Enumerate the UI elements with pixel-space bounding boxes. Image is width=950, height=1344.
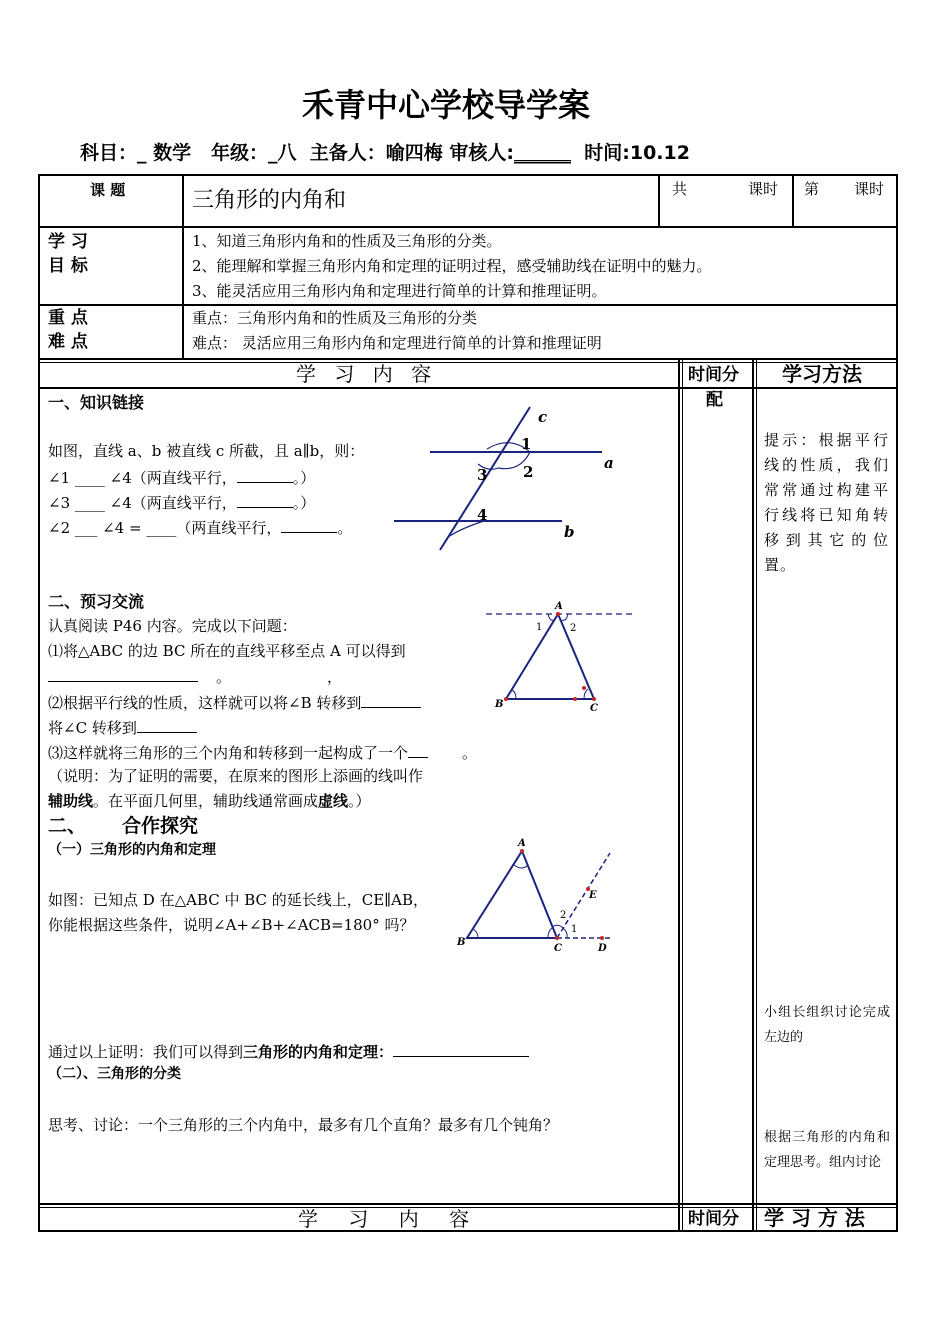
answer-blank[interactable] [361,692,421,708]
subsection-heading: （二）、三角形的分类 [48,1066,181,1082]
nth-unit: 课时 [854,180,885,198]
question-end: 。 [462,744,478,762]
fig-angle-1: 1 [536,622,543,633]
conclusion-text: 通过以上证明：我们可以得到 [48,1043,244,1061]
total-label: 共 [672,180,688,198]
content-column-header: 学 习 内 容 [296,362,438,386]
question-line [48,467,315,487]
topic-label: 课 题 [90,181,126,199]
question-end: 。） [292,469,316,487]
point-b [504,697,508,701]
answer-blank[interactable] [281,517,337,533]
time-column-header-2: 配 [706,390,723,410]
key-label-1: 重 点 [48,308,88,328]
question-line [48,717,197,737]
note-text: （说明：为了证明的需要，在原来的图形上添画的线叫作 [48,767,424,785]
grade-value: _八 [268,142,297,164]
fig-angle-3: 3 [477,466,488,484]
goal-item: 2、能理解和掌握三角形内角和定理的证明过程，感受辅助线在证明中的魅力。 [192,257,712,275]
section-title: 合作探究 [122,815,199,837]
fig-label-A: A [555,601,563,612]
fig-angle-2: 2 [560,910,567,921]
answer-blank[interactable] [237,467,293,483]
question-text: ∠3 ____ ∠4（两直线平行， [48,494,237,512]
angle-arc [473,929,478,938]
section-heading [48,815,198,838]
subject-label: 科目： [80,142,138,164]
question-text: ⑶这样就将三角形的三个内角和转移到一起构成了一个 [48,744,409,762]
angle-arc [563,928,567,938]
point-marker [573,697,577,701]
question-line [48,517,352,537]
fig-angle-1: 1 [521,435,532,453]
time-column-header: 时间分 [688,365,739,385]
theorem-name: 三角形的内角和定理： [243,1043,394,1061]
difficult-point: 难点： 灵活应用三角形内角和定理进行简单的计算和推理证明 [192,334,602,352]
discussion-question: 思考、讨论：一个三角形的三个内角中，最多有几个直角？最多有几个钝角？ [48,1116,559,1134]
fig-label-D: D [598,943,607,954]
subject-value: _ 数学 [137,142,192,164]
reviewer-value: ______ [514,142,572,164]
question-line [48,692,421,712]
fig-label-B: B [457,937,466,948]
angle-arc [562,614,568,620]
fig-label-A: A [518,838,526,849]
method-column-header: 学习方法 [782,362,862,386]
angle-arc [584,689,588,699]
point-a [520,849,524,853]
question-text: ∠2 ___ ∠4 = ____（两直线平行， [48,519,282,537]
question-line [48,742,477,762]
read-instruction: 认真阅读 P46 内容。完成以下问题： [48,617,297,635]
question-text: ⑵根据平行线的性质，这样就可以将∠B 转移到 [48,694,362,712]
fig-label-b: b [564,523,575,541]
topic-value: 三角形的内角和 [192,188,347,213]
meta-line [80,138,690,165]
fig-label-B: B [495,699,504,710]
angle-arc [548,928,552,938]
question-text: 将∠C 转移到 [48,719,137,737]
fig-angle-1: 1 [571,924,578,935]
method-hint: 提示：根据平行线的性质，我们常常通过构建平行线将已知角转移到其它的位置。 [764,431,889,574]
fig-angle-4: 4 [477,506,488,524]
answer-blank[interactable] [48,666,198,682]
date-label: 时间:10.12 [584,142,690,164]
fig-label-C: C [590,703,598,714]
footer-content-header: 学 习 内 容 [298,1207,482,1231]
section-heading: 一、知识链接 [48,393,145,412]
triangle-parallel-figure [480,598,640,716]
answer-blank[interactable] [408,742,428,758]
preparer-value: 喻四梅 [385,142,443,164]
goal-item: 3、能灵活应用三角形内角和定理进行简单的计算和推理证明。 [192,282,607,300]
fig-label-E: E [589,890,597,901]
method-discuss-note: 根据三角形的内角和定理思考。组内讨论 [764,1130,890,1170]
angle-arc [514,865,528,868]
question-end: 。） [292,494,316,512]
key-label-2: 难 点 [48,332,88,352]
section-number: 二、 [48,815,87,837]
point-a [556,612,560,616]
parallel-ce [557,853,610,938]
answer-blank[interactable] [237,492,293,508]
preparer-label: 主备人： [309,142,386,164]
subsection-heading: （一）三角形的内角和定理 [48,842,216,858]
problem-text: 如图：已知点 D 在△ABC 中 BC 的延长线上，CE∥AB， [48,891,429,909]
keyword-dashed-line: 虚线 [318,792,349,810]
angle-arc [548,614,554,620]
reviewer-label: 审核人: [449,142,515,164]
goals-label-2: 目 标 [48,256,88,276]
grade-label: 年级： [211,142,269,164]
triangle-abc [467,851,557,938]
question-end: 。 [216,668,232,686]
parallel-lines-figure [380,400,640,560]
question-end: ， [327,668,343,686]
goal-item: 1、知道三角形内角和的性质及三角形的分类。 [192,232,502,250]
question-text: ⑴将△ABC 的边 BC 所在的直线平移至点 A 可以得到 [48,642,406,660]
fig-angle-2: 2 [523,463,534,481]
triangle-abc [506,614,594,699]
point-c [592,697,596,701]
point-marker [582,686,586,690]
goals-label-1: 学 习 [48,232,88,252]
question-end: 。 [337,519,353,537]
section-heading: 二、预习交流 [48,592,145,611]
triangle-extension-figure [452,835,622,957]
conclusion-line [48,1041,529,1061]
note-text: 。在平面几何里，辅助线通常画成 [93,792,319,810]
total-unit: 课时 [748,180,779,198]
question-line [48,666,342,686]
question-line [48,492,315,512]
nth-label: 第 [804,180,820,198]
key-point: 重点：三角形内角和的性质及三角形的分类 [192,309,478,327]
answer-blank[interactable] [137,717,197,733]
footer-time-header: 时间分 [688,1209,739,1229]
problem-text: 你能根据这些条件，说明∠A+∠B+∠ACB=180° 吗？ [48,916,415,934]
page-title: 禾青中心学校导学案 [301,86,590,124]
method-group-note: 小组长组织讨论完成左边的 [764,1005,890,1045]
fig-label-a: a [604,454,614,472]
answer-blank[interactable] [393,1041,529,1057]
note-text: 。） [348,792,371,810]
fig-label-c: c [538,408,548,426]
fig-label-C: C [554,943,562,954]
keyword-auxiliary-line: 辅助线 [48,792,94,810]
point-d [600,936,604,940]
footer-method-header: 学 习 方 法 [764,1206,865,1230]
fig-angle-2: 2 [570,623,577,634]
point-c [555,936,559,940]
question-text: ∠1 ____ ∠4（两直线平行， [48,469,237,487]
note-line [48,792,371,810]
section1-intro: 如图，直线 a、b 被直线 c 所截，且 a∥b，则： [48,442,365,460]
angle-arc [512,690,516,699]
